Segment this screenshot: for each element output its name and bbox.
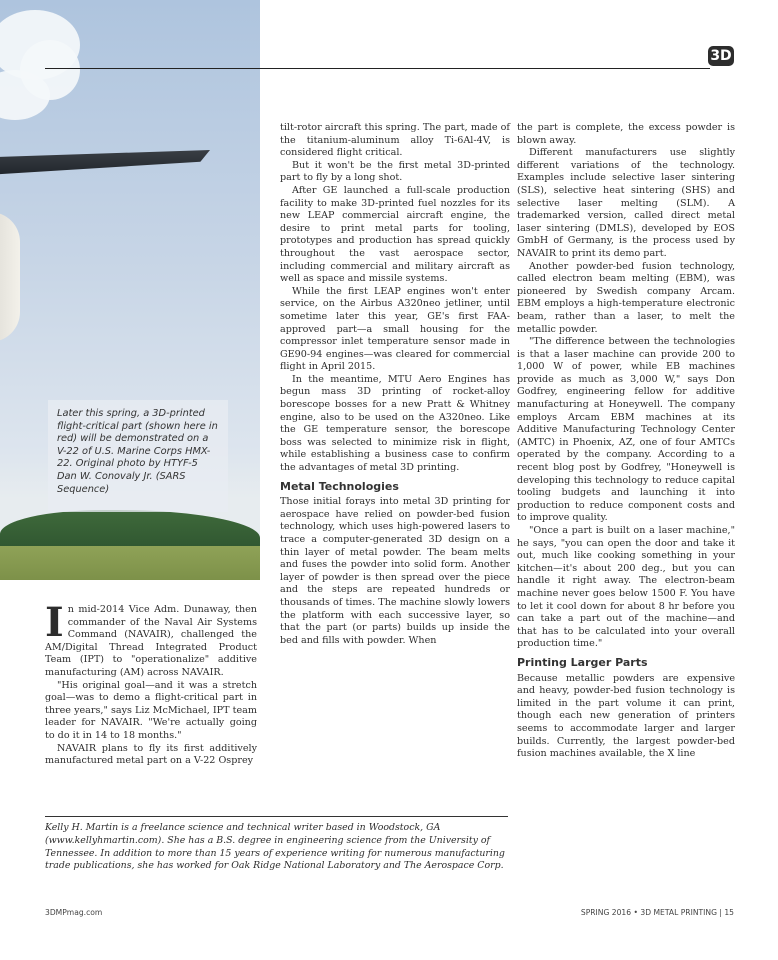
paragraph: tilt-rotor aircraft this spring. The part, made of the titanium-aluminum alloy Ti-6Al-4V, is considered flight critical.	[280, 122, 510, 159]
paragraph: Different manufacturers use slightly different variations of the technology. Examples include selective laser sintering (SLS), selective heat sintering (SHS) and selective laser melting (SLM). A trademarked version, called direct metal laser sintering (DMLS), developed by EOS GmbH of Germany, is the process used by NAVAIR to print its demo part.	[517, 147, 735, 259]
paragraph: Those initial forays into metal 3D printing for aerospace have relied on powder-bed fusion technology, which uses high-powered lasers to trace a computer-generated 3D design on a thin layer of metal powder. The beam melts and fuses the powder into solid form. Another layer of powder is then spread over the piece and the steps are repeated hundreds or thousands of times. The machine slowly lowers the platform with each successive layer, so that the part (or parts) builds up inside the bed and fills with powder. When	[280, 496, 510, 646]
tree-line	[0, 510, 260, 550]
drop-cap: I	[45, 599, 64, 646]
column-1	[45, 599, 257, 768]
paragraph-text: n mid-2014 Vice Adm. Dunaway, then commander of the Naval Air Systems Command (NAVAIR), challenged the AM/Digital Thread Integrated Product Team (IPT) to "operationalize" additive manufacturing (AM) across NAVAIR.	[45, 604, 257, 678]
section-heading: Metal Technologies	[280, 479, 399, 493]
paragraph: In the meantime, MTU Aero Engines has begun mass 3D printing of rocket-alloy borescope bosses for a new Pratt & Whitney engine, also to be used on the A320neo. Like the GE temperature sensor, the borescope boss was selected to minimize risk in flight, while establishing a business case to confirm the advantages of metal 3D printing.	[280, 373, 510, 474]
paragraph: "His original goal—and it was a stretch goal—was to demo a flight-critical part in three years," says Liz McMichael, IPT team leader for NAVAIR. "We're actually going to do it in 14 to 18 months."	[45, 679, 257, 741]
header-rule	[45, 68, 710, 69]
paragraph: While the first LEAP engines won't enter service, on the Airbus A320neo jetliner, until sometime later this year, GE's first FAA-approved part—a small housing for the compressor inlet temperature sensor made in GE90-94 engines—was cleared for commercial flight in April 2015.	[280, 285, 510, 373]
photo-caption: Later this spring, a 3D-printed flight-critical part (shown here in red) will be demonstrated on a V-22 of U.S. Marine Corps HMX-22. Original photo by HTYF-5 Dan W. Conovaly Jr. (SARS Sequence)	[48, 400, 228, 512]
author-bio: Kelly H. Martin is a freelance science and technical writer based in Woodstock, GA (www.kellyhmartin.com). She has a B.S. degree in engineering science from the University of Tennessee. In addition to more than 15 years of experience writing for numerous manufacturing trade publications, she has worked for Oak Ridge National Laboratory and The Aerospace Corp.	[45, 822, 505, 872]
paragraph	[45, 599, 257, 680]
grass-field	[0, 546, 260, 580]
section-logo: 3D	[708, 46, 734, 66]
bio-rule	[45, 816, 508, 817]
paragraph: NAVAIR plans to fly its first additively manufactured metal part on a V-22 Osprey	[45, 742, 257, 767]
paragraph: But it won't be the first metal 3D-printed part to fly by a long shot.	[280, 159, 510, 184]
section-heading: Printing Larger Parts	[517, 655, 648, 669]
paragraph: After GE launched a full-scale production facility to make 3D-printed fuel nozzles for its new LEAP commercial aircraft engine, the desire to print metal parts for tooling, prototypes and production has spread quickly throughout the vast aerospace sector, including commercial and military aircraft as well as space and missile systems.	[280, 184, 510, 285]
paragraph: the part is complete, the excess powder is blown away.	[517, 122, 735, 146]
aircraft-nacelle	[0, 212, 20, 342]
column-3	[517, 122, 735, 761]
aircraft-photo	[0, 0, 260, 580]
paragraph: Because metallic powders are expensive and heavy, powder-bed fusion technology is limited in the part volume it can print, though each new generation of printers seems to accommodate larger and larger builds. Currently, the largest powder-bed fusion machines available, the X line	[517, 672, 735, 760]
paragraph: "Once a part is built on a laser machine," he says, "you can open the door and take it out, much like cooking something in your kitchen—it's about 200 deg., but you can handle it right away. The electron-beam machine never goes below 1500 F. You have to let it cool down for about 8 hr before you can take a part out of the machine—and that has to be calculated into your overall production time."	[517, 525, 735, 650]
paragraph: Another powder-bed fusion technology, called electron beam melting (EBM), was pioneered by Swedish company Arcam. EBM employs a high-temperature electronic beam, rather than a laser, to melt the metallic powder.	[517, 260, 735, 335]
footer-folio: SPRING 2016 • 3D METAL PRINTING | 15	[580, 908, 734, 917]
aircraft-wing	[0, 150, 210, 176]
column-2	[280, 122, 510, 647]
paragraph: "The difference between the technologies is that a laser machine can provide 200 to 1,000 W of power, while EB machines provide as much as 3,000 W," says Don Godfrey, engineering fellow for additive manufacturing at Honeywell. The company employs Arcam EBM machines at its Additive Manufacturing Technology Center (AMTC) in Phoenix, AZ, one of four AMTCs operated by the company. According to a recent blog post by Godfrey, "Honeywell is developing this technology to reduce capital tooling budgets and launching it into production to reduce component costs and to improve quality.	[517, 336, 735, 524]
footer-website: 3DMPmag.com	[45, 908, 103, 917]
